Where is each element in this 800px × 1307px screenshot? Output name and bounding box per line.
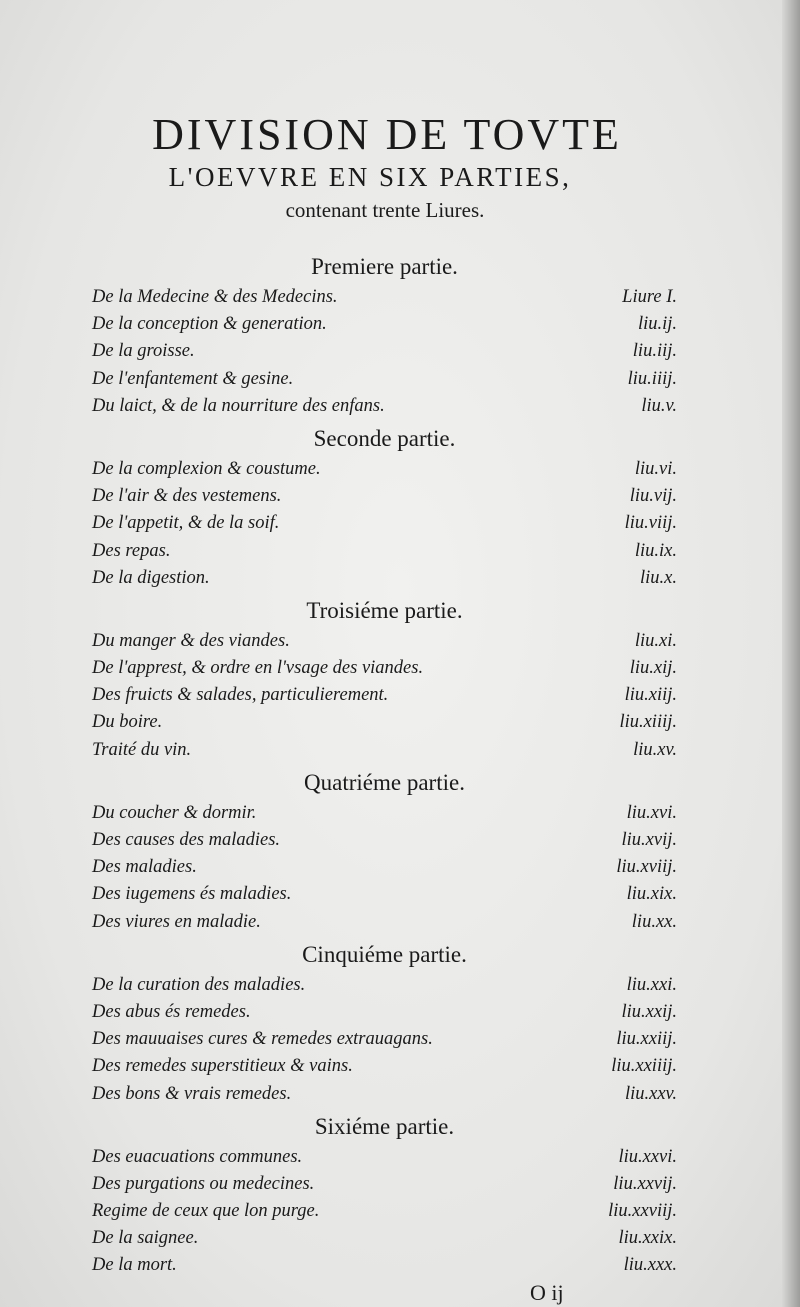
toc-entry xyxy=(92,854,677,881)
toc-entry-book-number: liu.v. xyxy=(641,395,677,416)
toc-entry-title: De la saignee. xyxy=(92,1228,199,1249)
toc-entry-title: Des euacuations communes. xyxy=(92,1146,303,1167)
toc-entry xyxy=(92,1053,677,1080)
toc-entry-title: Du manger & des viandes. xyxy=(92,630,290,651)
toc-entry-book-number: liu.xxij. xyxy=(621,1001,677,1022)
toc-entry xyxy=(92,483,677,510)
toc-entry-title: De la curation des maladies. xyxy=(92,974,306,995)
part-heading: Cinquiéme partie. xyxy=(302,941,467,967)
toc-entry-book-number: liu.xiiij. xyxy=(619,712,677,733)
toc-entry xyxy=(92,655,677,682)
toc-entry-title: De l'air & des vestemens. xyxy=(92,486,282,507)
page-edge-shadow xyxy=(782,0,800,1307)
toc-entry xyxy=(92,999,677,1026)
toc-entry-book-number: liu.xxv. xyxy=(624,1083,677,1104)
toc-entry-book-number: liu.xxvij. xyxy=(613,1173,677,1194)
toc-entry xyxy=(92,284,677,311)
toc-entry-title: Des fruicts & salades, particulierement. xyxy=(92,685,389,706)
title-line-3: contenant trente Liures. xyxy=(285,198,485,222)
title-line-2: L'OEVVRE EN SIX PARTIES, xyxy=(168,162,572,192)
toc-entry xyxy=(92,366,677,393)
toc-entry xyxy=(92,1026,677,1053)
toc-entry xyxy=(92,881,677,908)
toc-entry xyxy=(92,1225,677,1252)
toc-entry-book-number: liu.viij. xyxy=(624,513,677,534)
part-heading: Sixiéme partie. xyxy=(314,1113,455,1139)
toc-entry-book-number: liu.xvij. xyxy=(621,830,677,850)
toc-entry xyxy=(92,338,677,365)
toc-entry xyxy=(92,456,677,483)
toc-entry xyxy=(92,682,677,709)
toc-entry-title: Traité du vin. xyxy=(92,739,192,760)
toc-entry-title: Des remedes superstitieux & vains. xyxy=(92,1056,353,1077)
toc-entry-book-number: liu.xi. xyxy=(634,630,677,651)
part-heading: Premiere partie. xyxy=(311,254,458,279)
toc-entry xyxy=(92,393,677,420)
toc-entry-title: Des causes des maladies. xyxy=(92,830,281,850)
toc-entry-book-number: liu.xxx. xyxy=(623,1255,677,1276)
toc-entry-title: Des mauuaises cures & remedes extrauagans. xyxy=(92,1029,433,1050)
toc-entry-title: Du coucher & dormir. xyxy=(92,802,257,823)
toc-entry xyxy=(92,1144,677,1171)
toc-entry xyxy=(92,827,677,854)
toc-entry-book-number: liu.ij. xyxy=(637,314,677,335)
title-line-1: DIVISION DE TOVTE xyxy=(152,110,622,159)
toc-entry-title: Des purgations ou medecines. xyxy=(92,1173,315,1194)
toc-entry-book-number: liu.iij. xyxy=(632,341,677,362)
toc-entry-book-number: liu.xij. xyxy=(629,658,677,679)
toc-entry-book-number: liu.xxi. xyxy=(626,974,677,995)
toc-entry xyxy=(92,510,677,537)
toc-entry-book-number: liu.xx. xyxy=(631,911,677,932)
toc-entry-book-number: liu.x. xyxy=(640,567,677,588)
toc-entry-title: De la conception & generation. xyxy=(92,314,327,335)
toc-entry-book-number: liu.xviij. xyxy=(616,857,677,878)
toc-entry-book-number: liu.vi. xyxy=(634,458,677,479)
toc-entry-book-number: Liure I. xyxy=(622,287,677,307)
toc-entry xyxy=(92,909,677,936)
toc-entry-book-number: liu.xxix. xyxy=(618,1228,677,1249)
toc-entry-title: Des viures en maladie. xyxy=(92,911,261,932)
toc-entry-title: Du laict, & de la nourriture des enfans. xyxy=(92,395,385,416)
toc-entry xyxy=(92,737,677,764)
toc-entry-title: Du boire. xyxy=(92,712,163,733)
toc-entry-book-number: liu.xxiiij. xyxy=(611,1056,677,1077)
toc-entry-book-number: liu.xxiij. xyxy=(616,1029,677,1050)
toc-entry-book-number: liu.xxvi. xyxy=(618,1146,677,1167)
toc-entry xyxy=(92,311,677,338)
toc-entry-title: De la Medecine & des Medecins. xyxy=(92,287,338,307)
part-heading: Quatriéme partie. xyxy=(304,769,465,795)
toc-entry-title: De l'apprest, & ordre en l'vsage des viandes. xyxy=(92,658,424,679)
toc-entry xyxy=(92,1081,677,1108)
toc-entry xyxy=(92,709,677,736)
toc-entry-book-number: liu.xiij. xyxy=(624,685,677,706)
toc-entry xyxy=(92,972,677,999)
toc-entry-title: De la digestion. xyxy=(92,567,210,588)
toc-entry-title: De la complexion & coustume. xyxy=(92,458,321,479)
toc-entry xyxy=(92,1252,677,1279)
toc-entry-book-number: liu.xv. xyxy=(633,739,677,760)
toc-entry-book-number: liu.xxviij. xyxy=(608,1201,677,1222)
toc-entry xyxy=(92,538,677,565)
table-of-contents xyxy=(92,248,677,1280)
toc-entry-title: Des repas. xyxy=(92,540,171,561)
toc-entry-title: De l'appetit, & de la soif. xyxy=(92,513,280,534)
toc-entry-title: Des iugemens és maladies. xyxy=(92,884,292,905)
toc-entry-book-number: liu.ix. xyxy=(634,540,677,561)
part-heading: Troisiéme partie. xyxy=(306,597,463,623)
toc-entry-book-number: liu.iiij. xyxy=(627,368,677,389)
toc-entry-title: Des maladies. xyxy=(92,857,197,878)
toc-entry xyxy=(92,1198,677,1225)
toc-entry xyxy=(92,628,677,655)
toc-entry-title: De l'enfantement & gesine. xyxy=(92,368,294,389)
toc-entry-book-number: liu.vij. xyxy=(629,486,677,507)
toc-entry-title: Des abus és remedes. xyxy=(92,1001,251,1022)
part-heading: Seconde partie. xyxy=(313,425,456,451)
toc-entry-title: De la mort. xyxy=(92,1255,177,1276)
toc-entry-title: Des bons & vrais remedes. xyxy=(92,1083,292,1104)
signature-mark: O ij xyxy=(530,1280,564,1305)
toc-entry-title: De la groisse. xyxy=(92,341,195,362)
toc-entry xyxy=(92,1171,677,1198)
toc-entry-title: Regime de ceux que lon purge. xyxy=(92,1201,320,1222)
toc-entry xyxy=(92,565,677,592)
toc-entry xyxy=(92,800,677,827)
toc-entry-book-number: liu.xix. xyxy=(626,884,677,905)
toc-entry-book-number: liu.xvi. xyxy=(626,802,677,823)
